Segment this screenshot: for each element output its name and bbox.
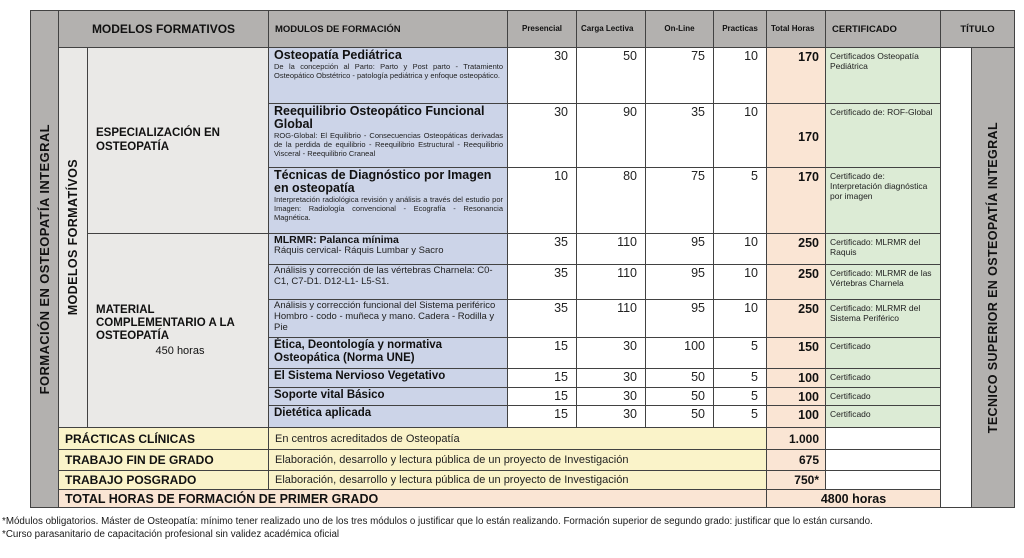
module-2-online: 35 [646, 104, 713, 167]
header-on-line: On-Line [646, 11, 713, 47]
module-10-total: 100 [767, 406, 825, 427]
module-4-cell [269, 234, 507, 264]
module-9-title: Soporte vital Básico [274, 389, 385, 401]
module-5-total: 250 [767, 265, 825, 299]
module-3-desc: Interpretación radiológica revisión y análisis a través del estudio por Imagen: Radiología convencional - Ecografía - Resonancia Magnética. [274, 195, 503, 222]
module-7-total: 150 [767, 338, 825, 368]
module-6-cell [269, 300, 507, 337]
module-10-online: 50 [646, 406, 713, 427]
header-carga-lectiva: Carga Lectiva [577, 11, 645, 47]
module-2-total: 170 [767, 104, 825, 167]
module-3-certificado: Certificado de: Interpretación diagnóstica por imagen [826, 168, 940, 233]
module-6-presencial: 35 [508, 300, 576, 337]
curriculum-table [30, 10, 1015, 508]
module-10-certificado: Certificado [826, 406, 940, 427]
module-5-practicas: 10 [714, 265, 766, 299]
header-practicas: Practicas [714, 11, 766, 47]
module-3-cell [269, 168, 507, 233]
module-1-title: Osteopatía Pediátrica [274, 48, 402, 62]
module-9-online: 50 [646, 388, 713, 405]
module-3-presencial: 10 [508, 168, 576, 233]
module-1-practicas: 10 [714, 48, 766, 103]
header-modelos-formativos: MODELOS FORMATIVOS [59, 11, 268, 47]
module-6-practicas: 10 [714, 300, 766, 337]
module-3-carga: 80 [577, 168, 645, 233]
module-9-cell [269, 388, 507, 405]
left-vertical-bar [31, 11, 58, 507]
module-5-desc: Análisis y corrección de las vértebras Charnela: C0-C1, C7-D1. D12-L1- L5-S1. [274, 265, 493, 287]
module-3-online: 75 [646, 168, 713, 233]
total-row-value: 4800 horas [767, 490, 940, 507]
module-4-total: 250 [767, 234, 825, 264]
row-trabajo-fin-certificado-empty [826, 450, 940, 470]
module-6-total: 250 [767, 300, 825, 337]
module-4-title: MLRMR: Palanca mínima [274, 234, 399, 246]
module-5-cell [269, 265, 507, 299]
module-10-presencial: 15 [508, 406, 576, 427]
module-8-total: 100 [767, 369, 825, 387]
header-certificado: CERTIFICADO [826, 11, 940, 47]
total-row-label: TOTAL HORAS DE FORMACIÓN DE PRIMER GRADO [59, 490, 766, 507]
module-3-title: Técnicas de Diagnóstico por Imagen en osteopatía [274, 168, 492, 196]
module-7-certificado: Certificado [826, 338, 940, 368]
module-2-title: Reequilibrio Osteopático Funcional Global [274, 104, 485, 132]
module-8-presencial: 15 [508, 369, 576, 387]
module-9-carga: 30 [577, 388, 645, 405]
module-2-cell [269, 104, 507, 167]
right-vertical-bar [972, 48, 1014, 507]
footnote-2: *Curso parasanitario de capacitación profesional sin validez académica oficial [2, 528, 340, 540]
row-practicas-clinicas-label: PRÁCTICAS CLÍNICAS [59, 428, 268, 449]
row-trabajo-posgrado-certificado-empty [826, 471, 940, 489]
module-8-cell [269, 369, 507, 387]
header-total-horas: Total Horas [767, 11, 825, 47]
header-presencial: Presencial [508, 11, 576, 47]
footnote-1: *Módulos obligatorios. Máster de Osteopatía: mínimo tener realizado uno de los tres módulos o justificar que lo están realizando. Formación superior de segundo grado: justificar que lo están cursando. [2, 516, 873, 527]
titulo-column-spacer [941, 48, 971, 507]
module-1-online: 75 [646, 48, 713, 103]
modelos-formativos-vertical-label: MODELOS FORMATÍVOS [66, 159, 80, 316]
module-8-certificado: Certificado [826, 369, 940, 387]
module-6-carga: 110 [577, 300, 645, 337]
right-vertical-bar-label: TECNICO SUPERIOR EN OSTEOPATÍA INTEGRAL [986, 121, 1000, 434]
module-4-presencial: 35 [508, 234, 576, 264]
module-1-certificado: Certificados Osteopatía Pediátrica [826, 48, 940, 103]
group-especializacion [88, 48, 268, 233]
module-7-cell [269, 338, 507, 368]
module-2-desc: ROG-Global: El Equilibrio - Consecuencias Osteopáticas derivadas de la perdida de equilibrio - Reequilibrio Estructural - Reequilibrio Visceral - Reequilibrio Craneal [274, 131, 503, 158]
module-6-desc: Análisis y corrección funcional del Sistema periférico Hombro - codo - muñeca y mano. Cadera - Rodilla y Pie [274, 300, 496, 333]
row-practicas-clinicas-total: 1.000 [767, 428, 825, 449]
module-7-presencial: 15 [508, 338, 576, 368]
module-1-cell [269, 48, 507, 103]
module-5-certificado: Certificado: MLRMR de las Vértebras Charnela [826, 265, 940, 299]
module-2-carga: 90 [577, 104, 645, 167]
module-4-certificado: Certificado: MLRMR del Raquis [826, 234, 940, 264]
row-trabajo-fin-total: 675 [767, 450, 825, 470]
row-practicas-clinicas-desc: En centros acreditados de Osteopatía [269, 428, 766, 449]
module-4-desc: Ráquis cervical- Ráquis Lumbar y Sacro [274, 245, 444, 257]
row-practicas-clinicas-certificado-empty [826, 428, 940, 449]
module-1-presencial: 30 [508, 48, 576, 103]
module-10-practicas: 5 [714, 406, 766, 427]
module-10-title: Dietética aplicada [274, 407, 372, 419]
module-4-carga: 110 [577, 234, 645, 264]
module-8-online: 50 [646, 369, 713, 387]
module-2-presencial: 30 [508, 104, 576, 167]
module-9-practicas: 5 [714, 388, 766, 405]
module-7-title: Ética, Deontología y normativa Osteopática (Norma UNE) [274, 339, 443, 365]
row-trabajo-posgrado-desc: Elaboración, desarrollo y lectura pública de un proyecto de Investigación [269, 471, 766, 489]
module-9-presencial: 15 [508, 388, 576, 405]
module-2-practicas: 10 [714, 104, 766, 167]
left-vertical-bar-label: FORMACIÓN EN OSTEOPATÍA INTEGRAL [37, 123, 52, 395]
module-5-carga: 110 [577, 265, 645, 299]
module-5-online: 95 [646, 265, 713, 299]
footnotes [2, 516, 1022, 541]
module-6-online: 95 [646, 300, 713, 337]
module-4-practicas: 10 [714, 234, 766, 264]
group-material-hours: 450 horas [155, 344, 205, 357]
group-material-complementario [88, 234, 268, 427]
module-10-cell [269, 406, 507, 427]
row-trabajo-fin-label: TRABAJO FIN DE GRADO [59, 450, 268, 470]
module-5-presencial: 35 [508, 265, 576, 299]
header-titulo: TÍTULO [941, 11, 1014, 47]
module-7-practicas: 5 [714, 338, 766, 368]
module-8-title: El Sistema Nervioso Vegetativo [274, 370, 446, 382]
module-10-carga: 30 [577, 406, 645, 427]
module-3-practicas: 5 [714, 168, 766, 233]
module-1-carga: 50 [577, 48, 645, 103]
group-material-label: MATERIAL COMPLEMENTARIO A LA OSTEOPATÍA [96, 303, 235, 343]
module-6-certificado: Certificado: MLRMR del Sistema Periférico [826, 300, 940, 337]
module-3-total: 170 [767, 168, 825, 233]
header-modulos-de-formacion: MODULOS DE FORMACIÓN [269, 11, 507, 47]
module-8-practicas: 5 [714, 369, 766, 387]
module-7-online: 100 [646, 338, 713, 368]
module-8-carga: 30 [577, 369, 645, 387]
module-9-certificado: Certificado [826, 388, 940, 405]
row-trabajo-posgrado-label: TRABAJO POSGRADO [59, 471, 268, 489]
row-trabajo-fin-desc: Elaboración, desarrollo y lectura pública de un proyecto de Investigación [269, 450, 766, 470]
module-1-total: 170 [767, 48, 825, 103]
modelos-formativos-vertical-bar [59, 48, 87, 427]
group-especializacion-label: ESPECIALIZACIÓN EN OSTEOPATÍA [96, 127, 220, 153]
module-9-total: 100 [767, 388, 825, 405]
module-7-carga: 30 [577, 338, 645, 368]
module-1-desc: De la concepción al Parto: Parto y Post parto - Tratamiento Osteopático Obstétrico - patología pediátrica y enfoque osteopático. [274, 62, 503, 80]
module-4-online: 95 [646, 234, 713, 264]
row-trabajo-posgrado-total: 750* [767, 471, 825, 489]
module-2-certificado: Certificado de: ROF-Global [826, 104, 940, 167]
